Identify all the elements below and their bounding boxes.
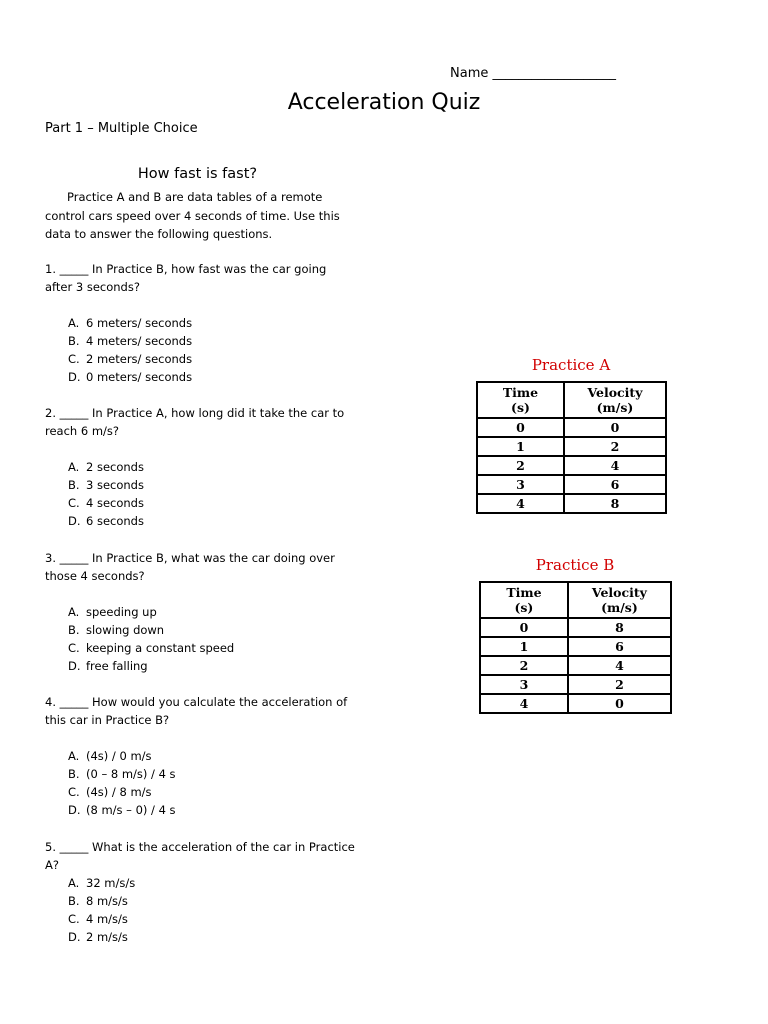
table-row: 1 6	[480, 637, 671, 656]
table-row: 0 0	[477, 418, 666, 437]
option-a[interactable]: A. 32 m/s/s	[68, 876, 136, 890]
table-row: 2 4	[477, 456, 666, 475]
option-c[interactable]: C. 4 m/s/s	[68, 912, 128, 926]
option-d[interactable]: D. free falling	[68, 659, 148, 673]
velocity-header: Velocity (m/s)	[568, 582, 671, 618]
option-d[interactable]: D. 0 meters/ seconds	[68, 370, 193, 384]
practice-a-title: Practice A	[531, 356, 611, 374]
option-a[interactable]: A. (4s) / 0 m/s	[68, 749, 152, 763]
option-b[interactable]: B. (0 – 8 m/s) / 4 s	[68, 767, 176, 781]
table-row: 3 2	[480, 675, 671, 694]
table-row: 3 6	[477, 475, 666, 494]
table-row: 2 4	[480, 656, 671, 675]
table-header-row	[477, 382, 666, 418]
option-c[interactable]: C. 4 seconds	[68, 496, 144, 510]
table-row: 4 0	[480, 694, 671, 713]
question-5-options	[68, 874, 135, 946]
question-5: 5. _____ What is the acceleration of the car in Practice A?	[45, 840, 355, 872]
question-3: 3. _____ In Practice B, what was the car doing over those 4 seconds?	[45, 551, 335, 583]
part-label: Part 1 – Multiple Choice	[45, 121, 198, 136]
option-a[interactable]: A. speeding up	[68, 605, 157, 619]
practice-a-table	[476, 381, 667, 514]
page-title: Acceleration Quiz	[287, 90, 481, 115]
option-c[interactable]: C. keeping a constant speed	[68, 641, 235, 655]
question-2: 2. _____ In Practice A, how long did it take the car to reach 6 m/s?	[45, 406, 345, 438]
option-d[interactable]: D. 6 seconds	[68, 514, 144, 528]
option-b[interactable]: B. slowing down	[68, 623, 165, 637]
option-d[interactable]: D. (8 m/s – 0) / 4 s	[68, 803, 176, 817]
question-4: 4. _____ How would you calculate the acceleration of this car in Practice B?	[45, 695, 348, 727]
option-a[interactable]: A. 6 meters/ seconds	[68, 316, 193, 330]
option-b[interactable]: B. 4 meters/ seconds	[68, 334, 193, 348]
intro-paragraph	[45, 188, 355, 244]
question-1: 1. _____ In Practice B, how fast was the car going after 3 seconds?	[45, 262, 327, 294]
velocity-header: Velocity (m/s)	[564, 382, 666, 418]
option-d[interactable]: D. 2 m/s/s	[68, 930, 128, 944]
question-1-options	[68, 314, 192, 386]
option-b[interactable]: B. 3 seconds	[68, 478, 144, 492]
time-header: Time (s)	[480, 582, 568, 618]
practice-b-table	[479, 581, 672, 714]
option-a[interactable]: A. 2 seconds	[68, 460, 144, 474]
option-c[interactable]: C. (4s) / 8 m/s	[68, 785, 152, 799]
table-row: 4 8	[477, 494, 666, 513]
practice-b-title: Practice B	[535, 556, 615, 574]
option-b[interactable]: B. 8 m/s/s	[68, 894, 128, 908]
table-header-row	[480, 582, 671, 618]
time-header: Time (s)	[477, 382, 564, 418]
section-heading: How fast is fast?	[137, 166, 258, 182]
question-2-options	[68, 458, 144, 530]
intro-text: Practice A and B are data tables of a remote control cars speed over 4 seconds of time. Use this data to answer the following questions.	[45, 190, 340, 241]
name-line: Name ___________________	[450, 66, 616, 81]
question-3-options	[68, 603, 234, 675]
question-4-options	[68, 747, 176, 819]
table-row: 1 2	[477, 437, 666, 456]
option-c[interactable]: C. 2 meters/ seconds	[68, 352, 193, 366]
table-row: 0 8	[480, 618, 671, 637]
